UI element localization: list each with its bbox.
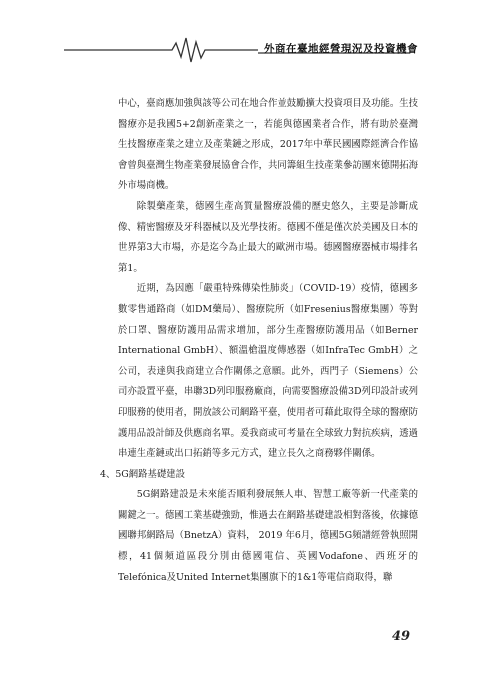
page-body bbox=[100, 94, 419, 588]
page-number: 49 bbox=[392, 629, 411, 644]
paragraph-5: 5G網路建設是未來能否順利發展無人車、智慧工廠等新一代產業的關鍵之一。德國工業基礎強勁，惟過去在網路基礎建設相對落後，依據德國聯邦網路局（BnetzA）資料， 2019 年6月，德國5G頻譜經營執照開標，41個頻道區段分別由德國電信、英國Vodafone、西班牙的Telefónica及United Internet集團旗下的1&1等電信商取得，聯 bbox=[118, 489, 419, 583]
paragraph-1: 中心，臺商應加強與該等公司在地合作並鼓勵擴大投資項目及功能。生技醫療亦是我國5+2創新產業之一，若能與德國業者合作，將有助於臺灣生技醫療產業之建立及產業鏈之形成，2017年中華民國國際經濟合作協會曾與臺灣生物產業發展協會合作，共同籌組生技產業參訪團來德開拓海外市場商機。 bbox=[118, 98, 419, 192]
paragraph-3: 近期，為因應「嚴重特殊傳染性肺炎」（COVID-19）疫情，德國多數零售通路商（如DM藥局）、醫療院所（如Fresenius醫療集團）等對於口罩、醫療防護用品需求增加，部分生產醫療防護用品（如Berner International GmbH）、額溫槍溫度傳感器（如InfraTec GmbH）之公司，表達與我商建立合作關係之意願。此外，西門子（Siemens）公司亦設置平臺，串聯3D列印服務廠商，向需要醫療設備3D列印設計或列印服務的使用者，開放該公司網路平臺，使用者可藉此取得全球的醫療防護用品設計師及供應商名單。爰我商或可考量在全球致力對抗疾病，透過串連生產鏈或出口拓銷等多元方式，建立長久之商務夥伴關係。 bbox=[118, 283, 419, 460]
section-heading-5g: 4、5G網路基礎建設 bbox=[100, 468, 186, 480]
running-header bbox=[0, 30, 480, 70]
header-title: 外商在臺地經營現況及投資機會 bbox=[264, 43, 418, 55]
paragraph-2: 除製藥產業，德國生產高質量醫療設備的歷史悠久，主要是診斷成像、精密醫療及牙科器械以及光學技術。德國不僅是僅次於美國及日本的世界第3大市場，亦是迄今為止最大的歐洲市場。德國醫療器械市場排名第1。 bbox=[118, 200, 419, 274]
